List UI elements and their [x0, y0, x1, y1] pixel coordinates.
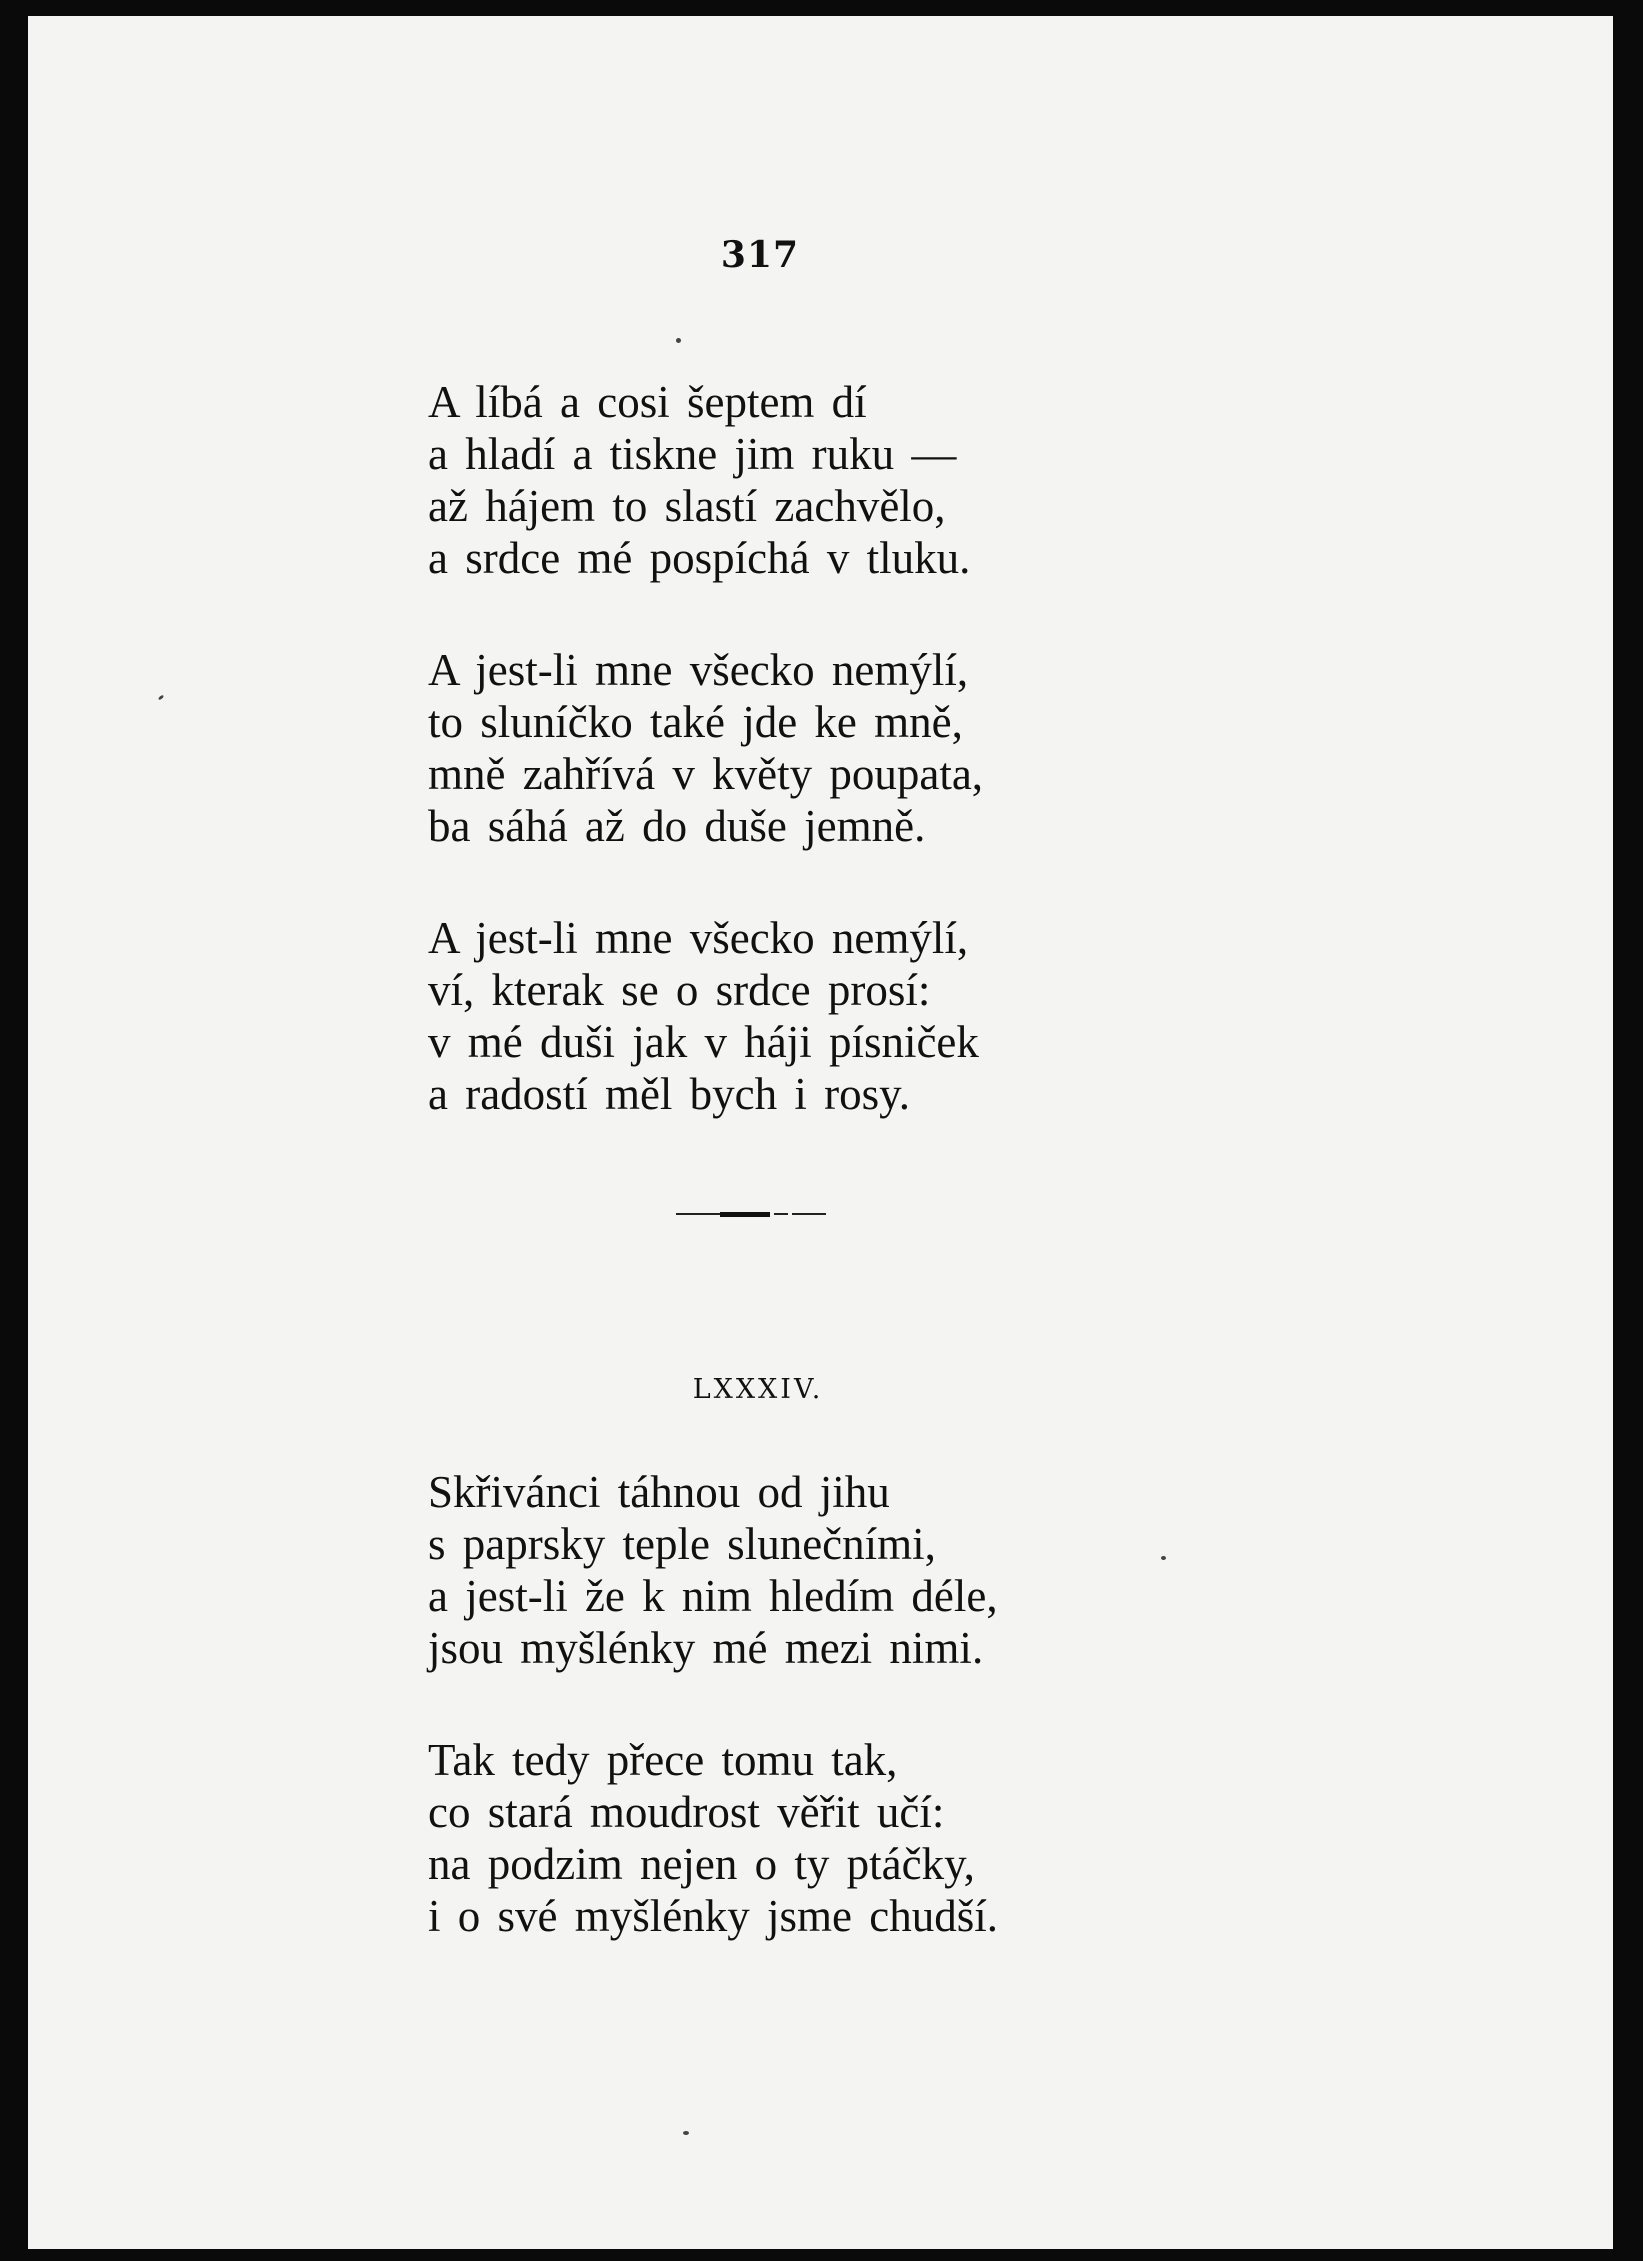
- poem-line: ví, kterak se o srdce prosí:: [428, 965, 931, 1015]
- poem-line: ba sáhá až do duše jemně.: [428, 801, 926, 851]
- poem-line: na podzim nejen o ty ptáčky,: [428, 1839, 975, 1889]
- poem-line: Tak tedy přece tomu tak,: [428, 1735, 898, 1785]
- section-divider-ornament: [676, 1211, 826, 1219]
- poem-line: a srdce mé pospíchá v tluku.: [428, 533, 971, 583]
- stanza: [428, 1466, 1188, 1674]
- poem-line: A jest-li mne všecko nemýlí,: [428, 913, 969, 963]
- poem-line: co stará moudrost věřit učí:: [428, 1787, 945, 1837]
- poem-line: Skřivánci táhnou od jihu: [428, 1467, 890, 1517]
- poem-line: až hájem to slastí zachvělo,: [428, 481, 946, 531]
- print-speck: [683, 2131, 689, 2135]
- poem-line: A líbá a cosi šeptem dí: [428, 377, 867, 427]
- poem-line: v mé duši jak v háji písniček: [428, 1017, 979, 1067]
- print-speck: [158, 694, 165, 700]
- poem-line: to sluníčko také jde ke mně,: [428, 697, 963, 747]
- stanza: [428, 644, 1188, 852]
- page-number: 317: [720, 234, 800, 276]
- poem-line: i o své myšlénky jsme chudší.: [428, 1891, 998, 1941]
- poem-line: mně zahřívá v květy poupata,: [428, 749, 984, 799]
- print-speck: [676, 338, 681, 343]
- stanza: [428, 912, 1188, 1120]
- poem-line: a radostí měl bych i rosy.: [428, 1069, 910, 1119]
- section-heading: LXXXIV.: [692, 1374, 824, 1405]
- poem-line: A jest-li mne všecko nemýlí,: [428, 645, 969, 695]
- print-speck: [1161, 1556, 1166, 1560]
- book-page: [28, 16, 1613, 2249]
- stanza: [428, 376, 1188, 584]
- poem-line: a jest-li že k nim hledím déle,: [428, 1571, 998, 1621]
- stanza: [428, 1734, 1188, 1942]
- poem-line: jsou myšlénky mé mezi nimi.: [428, 1623, 984, 1673]
- poem-line: a hladí a tiskne jim ruku —: [428, 429, 957, 479]
- poem-line: s paprsky teple slunečními,: [428, 1519, 936, 1569]
